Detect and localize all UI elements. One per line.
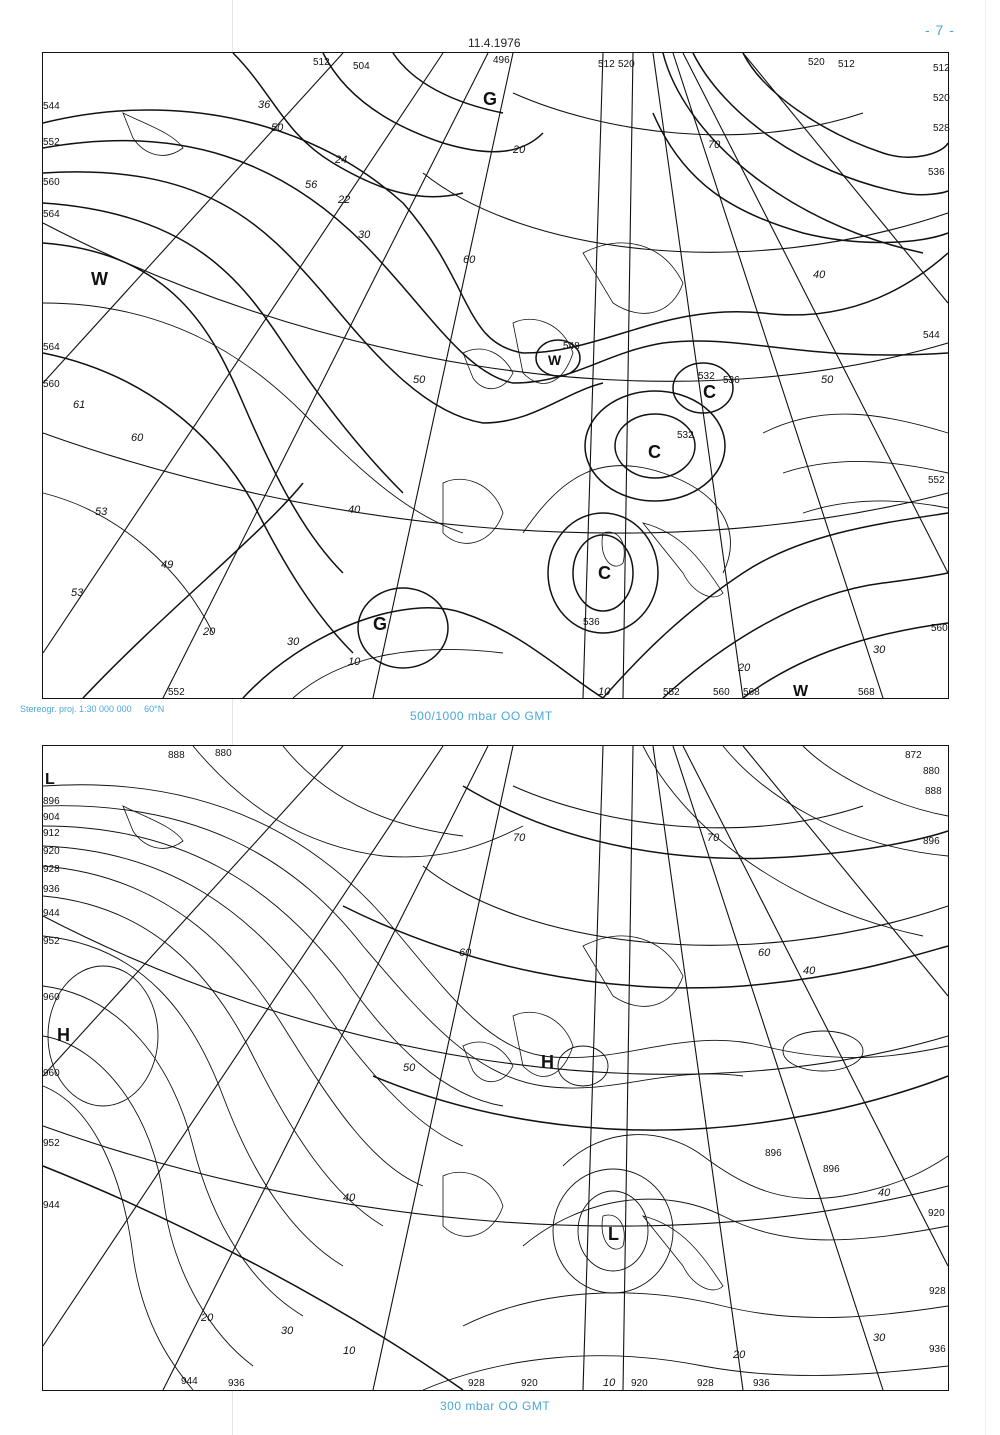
svg-text:880: 880 [923,766,940,777]
svg-text:960: 960 [43,1068,60,1079]
svg-text:896: 896 [923,836,940,847]
page-edge-line [985,0,986,1435]
svg-text:30: 30 [873,644,886,656]
meridian-line [43,746,343,1076]
high-center: H [541,1052,554,1072]
svg-text:30: 30 [287,636,300,648]
svg-text:528: 528 [933,123,950,134]
map1-caption: 500/1000 mbar OO GMT [410,709,553,723]
meridian-line [623,53,633,698]
cold-center: C [598,563,611,583]
svg-text:53: 53 [95,506,108,518]
svg-text:520: 520 [618,59,635,70]
svg-text:928: 928 [468,1378,485,1389]
meridian-line [683,53,948,573]
svg-text:912: 912 [43,828,60,839]
svg-text:520: 520 [933,93,950,104]
coastline-iberia [443,479,503,543]
meridian-line [683,746,948,1266]
warm-center: W [91,269,108,289]
svg-text:60: 60 [131,432,144,444]
svg-text:22: 22 [338,194,351,206]
svg-text:512: 512 [933,63,950,74]
projection-text: Stereogr. proj. 1:30 000 000 [20,704,132,714]
svg-text:928: 928 [697,1378,714,1389]
svg-text:30: 30 [358,229,371,241]
svg-text:552: 552 [928,475,945,486]
latitude-circle [423,866,948,945]
cold-center: G [483,89,498,109]
svg-text:70: 70 [708,139,721,151]
latitude-text: 60°N [144,704,165,714]
svg-text:60: 60 [758,947,771,959]
svg-text:20: 20 [513,144,526,156]
svg-text:70: 70 [513,832,526,844]
cold-center: C [703,382,716,402]
svg-text:928: 928 [43,864,60,875]
svg-text:512: 512 [313,57,330,68]
coastline-scandinavia [583,243,683,313]
meridian-line [43,746,443,1346]
svg-text:560: 560 [43,379,60,390]
svg-text:952: 952 [43,936,60,947]
meridian-line [743,746,948,996]
svg-text:552: 552 [43,137,60,148]
coastline-italy [643,523,723,597]
coastline-scandinavia [583,936,683,1006]
svg-text:920: 920 [521,1378,538,1389]
svg-text:40: 40 [878,1187,891,1199]
warm-center: W [548,352,562,368]
svg-text:20: 20 [203,626,216,638]
meridian-line [653,746,743,1390]
svg-text:10: 10 [343,1345,356,1357]
coastline-iberia [443,1172,503,1236]
svg-text:536: 536 [928,167,945,178]
cold-center: G [373,614,388,634]
page-number: - 7 - [925,22,955,38]
svg-text:40: 40 [348,504,361,516]
svg-text:536: 536 [583,617,600,628]
map2-caption: 300 mbar OO GMT [440,1399,551,1413]
svg-text:888: 888 [168,750,185,761]
svg-text:904: 904 [43,812,60,823]
map-300-mbar [42,745,949,1391]
svg-text:896: 896 [765,1148,782,1159]
svg-text:568: 568 [743,687,760,698]
svg-text:560: 560 [931,623,948,634]
coastline-greenland [123,806,183,848]
coastline-ireland [463,349,513,389]
svg-text:896: 896 [823,1164,840,1175]
low-center: L [45,771,55,788]
svg-text:880: 880 [215,748,232,759]
latitude-circle [43,1126,948,1226]
svg-text:512: 512 [838,59,855,70]
coastline-italy [643,1216,723,1290]
svg-text:928: 928 [929,1286,946,1297]
svg-text:568: 568 [858,687,875,698]
latitude-circle [43,916,948,1074]
svg-text:10: 10 [598,686,611,698]
svg-text:496: 496 [493,55,510,66]
meridian-line [43,53,443,653]
svg-text:536: 536 [723,375,740,386]
svg-text:20: 20 [201,1312,214,1324]
svg-text:50: 50 [821,374,834,386]
svg-text:548: 548 [563,341,580,352]
svg-text:30: 30 [281,1325,294,1337]
meridian-line [43,53,343,383]
svg-text:24: 24 [335,154,348,166]
cold-center: C [648,442,661,462]
svg-text:50: 50 [271,122,284,134]
map-300-drawing [43,746,948,1390]
svg-text:564: 564 [43,209,60,220]
svg-text:936: 936 [929,1344,946,1355]
svg-text:10: 10 [348,656,361,668]
svg-text:552: 552 [663,687,680,698]
svg-text:53: 53 [71,587,84,599]
svg-text:49: 49 [161,559,174,571]
meridian-line [583,53,603,698]
svg-text:872: 872 [905,750,922,761]
svg-text:60: 60 [463,254,476,266]
svg-text:564: 564 [43,342,60,353]
svg-text:920: 920 [928,1208,945,1219]
svg-text:532: 532 [677,430,694,441]
svg-text:560: 560 [43,177,60,188]
svg-text:520: 520 [808,57,825,68]
svg-text:56: 56 [305,179,318,191]
svg-text:944: 944 [181,1376,198,1387]
svg-text:936: 936 [753,1378,770,1389]
svg-text:40: 40 [343,1192,356,1204]
svg-text:40: 40 [803,965,816,977]
svg-text:552: 552 [168,687,185,698]
svg-text:40: 40 [813,269,826,281]
svg-text:560: 560 [713,687,730,698]
map-500-1000-drawing [43,53,948,698]
svg-text:920: 920 [43,846,60,857]
latitude-circle [43,433,948,533]
latitude-circle [43,223,948,381]
svg-text:960: 960 [43,992,60,1003]
svg-text:20: 20 [733,1349,746,1361]
map-500-1000-mbar [42,52,949,699]
svg-text:936: 936 [43,884,60,895]
low-center: L [608,1224,619,1244]
svg-text:36: 36 [258,99,271,111]
svg-text:50: 50 [413,374,426,386]
high-center: H [57,1025,70,1045]
svg-text:920: 920 [631,1378,648,1389]
svg-text:10: 10 [603,1377,616,1389]
svg-text:944: 944 [43,1200,60,1211]
svg-text:544: 544 [923,330,940,341]
svg-text:944: 944 [43,908,60,919]
projection-note [20,704,164,714]
svg-text:50: 50 [403,1062,416,1074]
svg-text:60: 60 [459,947,472,959]
svg-text:544: 544 [43,101,60,112]
svg-text:512: 512 [598,59,615,70]
svg-text:532: 532 [698,371,715,382]
svg-text:896: 896 [43,796,60,807]
coastline-ireland [463,1042,513,1082]
svg-text:504: 504 [353,61,370,72]
svg-text:30: 30 [873,1332,886,1344]
coastline-greenland [123,113,183,155]
svg-text:936: 936 [228,1378,245,1389]
meridian-line [673,746,883,1390]
chart-date: 11.4.1976 [468,36,521,50]
warm-center: W [793,683,809,700]
meridian-line [373,746,513,1390]
svg-text:952: 952 [43,1138,60,1149]
svg-text:70: 70 [707,832,720,844]
svg-text:888: 888 [925,786,942,797]
svg-text:20: 20 [738,662,751,674]
svg-text:61: 61 [73,399,86,411]
